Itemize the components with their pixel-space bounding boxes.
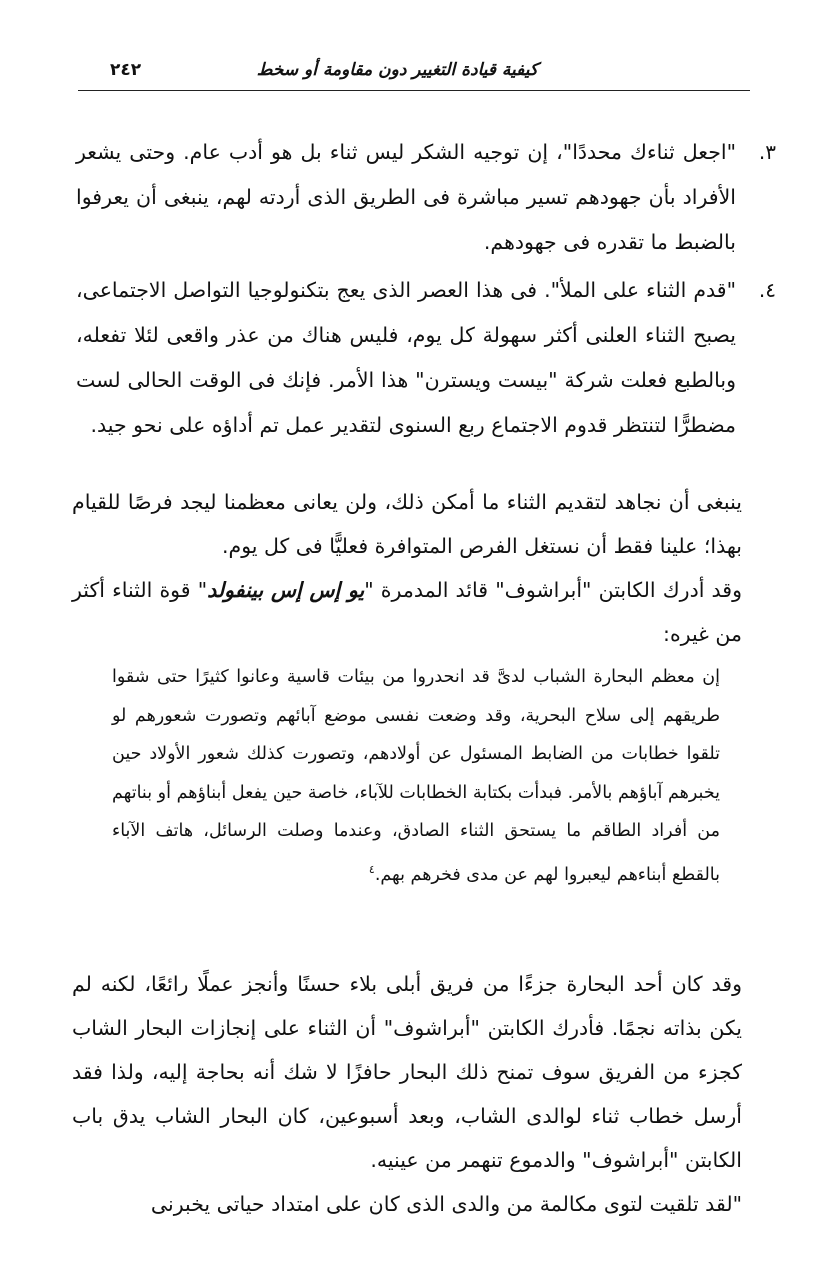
page-number: ٢٤٢ <box>110 60 142 80</box>
paragraph-text: " قوة الثناء أكثر من غيره: <box>72 578 742 646</box>
list-item <box>76 268 776 448</box>
numbered-list <box>76 130 776 451</box>
list-item-number: ٤. <box>758 278 776 302</box>
ship-name: يو إس إس بينفولد <box>207 578 365 602</box>
header-divider <box>78 90 750 91</box>
body-paragraph <box>72 568 742 656</box>
list-item-text: "قدم الثناء على الملأ". فى هذا العصر الذى يعج بتكنولوجيا التواصل الاجتماعى، يصبح الثناء العلنى أكثر سهولة كل يوم، فليس هناك من عذر واقعى لئلا تفعله، وبالطبع فعلت شركة "بيست ويسترن" هذا الأمر. فإنك فى الوقت الحالى لست مضطرًّا لتنتظر قدوم الاجتماع ربع السنوى لتقدير عمل تم أداؤه على نحو جيد. <box>76 278 736 437</box>
list-item <box>76 130 776 265</box>
running-header-title: كيفية قيادة التغيير دون مقاومة أو سخط <box>256 60 538 80</box>
list-item-text: "اجعل ثناءك محددًا"، إن توجيه الشكر ليس ثناء بل هو أدب عام. وحتى يشعر الأفراد بأن جهودهم تسير مباشرة فى الطريق الذى أردته لهم، ينبغى أن يعرفوا بالضبط ما تقدره فى جهودهم. <box>76 140 736 254</box>
body-paragraph: وقد كان أحد البحارة جزءًا من فريق أبلى بلاء حسنًا وأنجز عملًا رائعًا، لكنه لم يكن بذاته نجمًا. فأدرك الكابتن "أبراشوف" أن الثناء على إنجازات البحار الشاب كجزء من الفريق سوف تمنح ذلك البحار حافزًا لا شك أنه بحاجة إليه، ولذا فقد أرسل خطاب ثناء لوالدى الشاب، وبعد أسبوعين، كان البحار الشاب يدق باب الكابتن "أبراشوف" والدموع تنهمر من عينيه. <box>72 972 742 1172</box>
quote-text: إن معظم البحارة الشباب لدىَّ قد انحدروا من بيئات قاسية وعانوا كثيرًا حتى شقوا طريقهم إلى سلاح البحرية، وقد وضعت نفسى موضع آبائهم وتصورت شعورهم لو تلقوا خطابات من الضابط المسئول عن أولادهم، وتصورت كذلك شعور الأولاد حين يخبرهم آباؤهم بالأمر. فبدأت بكتابة الخطابات للآباء، خاصة حين يفعل أبناؤهم أو بناتهم من أفراد الطاقم ما يستحق الثناء الصادق، وعندما وصلت الرسائل، هاتف الآباء بالقطع أبناءهم ليعبروا لهم عن مدى فخرهم بهم. <box>112 667 720 885</box>
paragraph-text: وقد أدرك الكابتن "أبراشوف" قائد المدمرة " <box>364 578 742 602</box>
body-paragraph: ينبغى أن نجاهد لتقديم الثناء ما أمكن ذلك، ولن يعانى معظمنا ليجد فرصًا للقيام بهذا؛ علينا فقط أن نستغل الفرص المتوافرة فعليًّا فى كل يوم. <box>72 490 742 558</box>
list-item-number: ٣. <box>758 140 776 164</box>
body-paragraph: "لقد تلقيت لتوى مكالمة من والدى الذى كان على امتداد حياتى يخبرنى <box>150 1192 742 1216</box>
block-quote <box>112 658 720 894</box>
footnote-marker: ٤ <box>368 862 375 876</box>
